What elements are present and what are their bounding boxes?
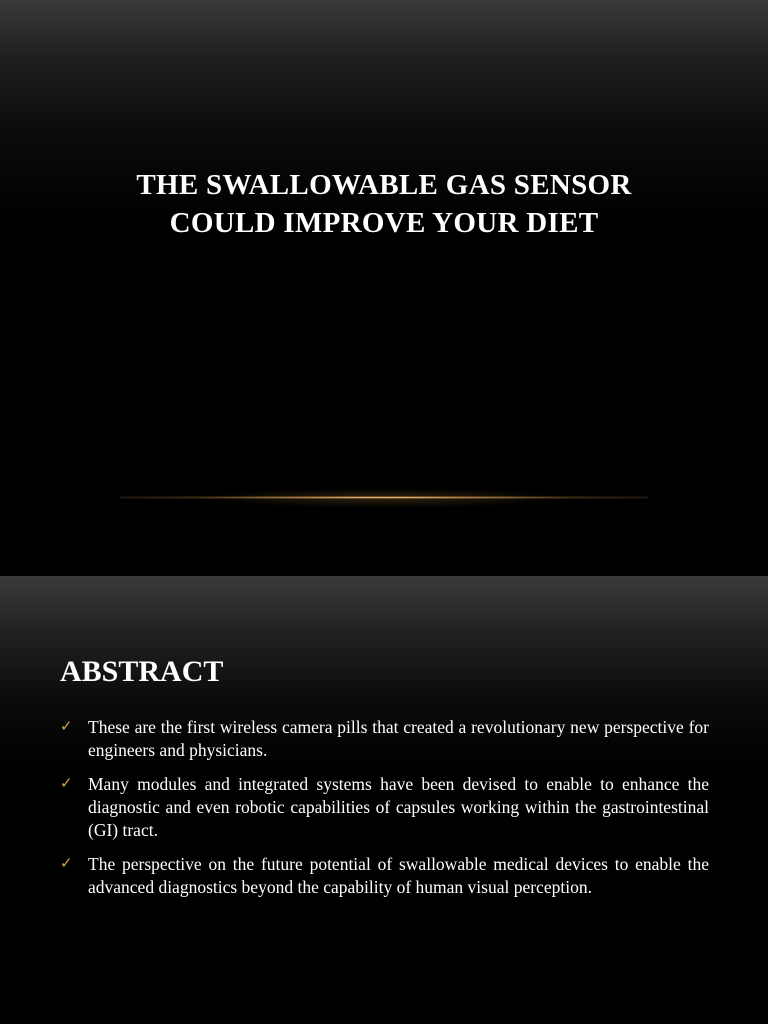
bullet-list — [60, 716, 709, 910]
bullet-text: These are the first wireless camera pills that created a revolutionary new perspective for engineers and physicians. — [88, 717, 709, 760]
bullet-item — [60, 773, 709, 842]
abstract-heading: ABSTRACT — [60, 655, 224, 688]
glow-divider-line — [120, 496, 648, 499]
bullet-item — [60, 716, 709, 762]
bullet-text: Many modules and integrated systems have been devised to enable to enhance the diagnostic and even robotic capabilities of capsules working within the gastrointestinal (GI) tract. — [88, 774, 709, 840]
slide-title: THE SWALLOWABLE GAS SENSOR COULD IMPROVE YOUR DIET — [136, 169, 632, 239]
check-icon: ✓ — [60, 854, 73, 872]
bullet-text: The perspective on the future potential of swallowable medical devices to enable the advanced diagnostics beyond the capability of human visual perception. — [88, 854, 709, 897]
check-icon: ✓ — [60, 774, 73, 792]
abstract-slide — [0, 576, 768, 1024]
bullet-item — [60, 853, 709, 899]
check-icon: ✓ — [60, 717, 73, 735]
